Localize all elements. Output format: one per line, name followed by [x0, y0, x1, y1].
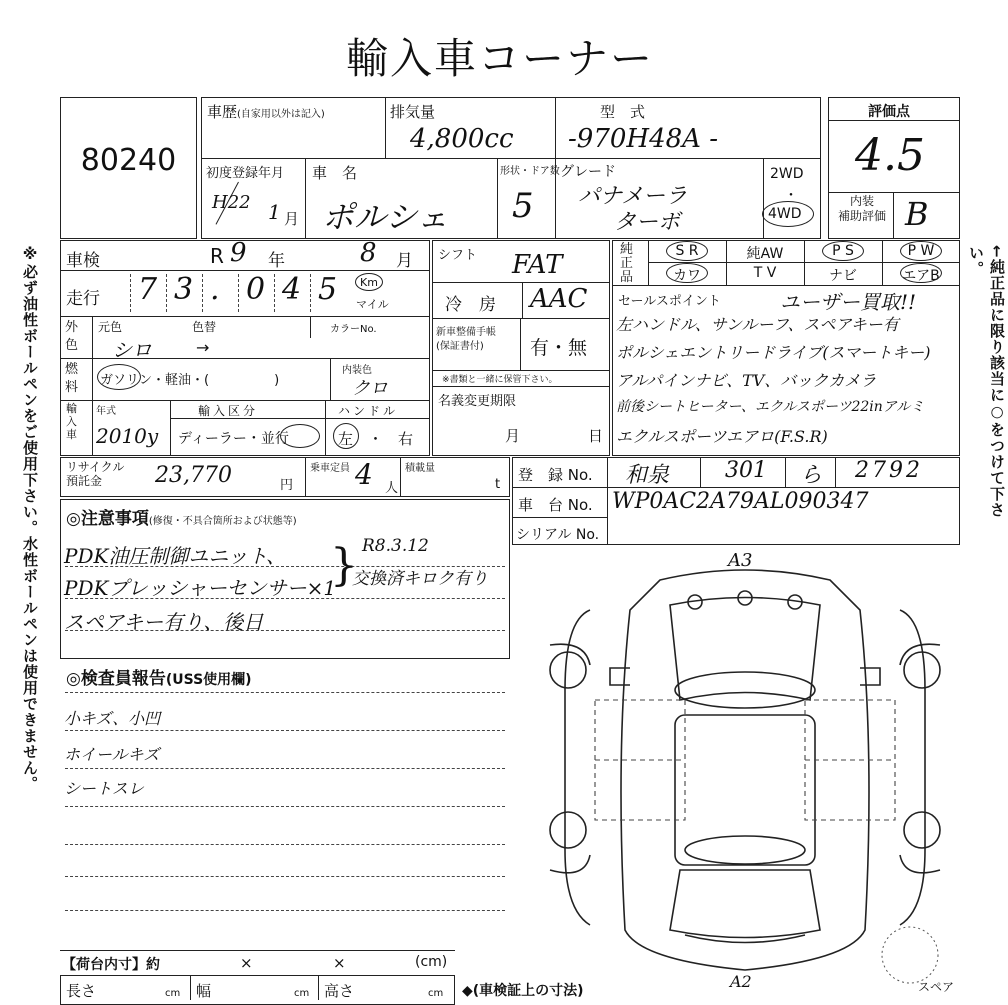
color-change-label: 色替 — [192, 320, 217, 334]
sales-point-title: ユーザー買取!! — [780, 290, 917, 314]
load-unit: t — [495, 477, 501, 492]
drive-2wd: 2WD — [770, 166, 804, 182]
capacity-value: 4 — [355, 458, 373, 491]
drive-dot: ・ — [784, 188, 798, 204]
drive-4wd: 4WD — [768, 206, 802, 222]
recycle-label: リサイクル 預託金 — [66, 460, 125, 488]
name-change-label: 名義変更期限 — [438, 394, 517, 409]
genuine-item: P W — [907, 243, 935, 259]
genuine-item: 純AW — [746, 246, 784, 262]
import-year-value: 2010y — [96, 424, 159, 448]
genuine-item: カワ — [673, 268, 701, 284]
cargo-cm: (cm) — [415, 954, 448, 970]
sales-point-line: エクルスポーツエアロ(F.S.R) — [616, 427, 828, 446]
score-value: 4.5 — [855, 130, 925, 181]
caution-line-2: PDKプレッシャーセンサー×1 — [64, 576, 337, 600]
caution-title: ◎注意事項(修復・不具合箇所および状態等) — [66, 509, 297, 529]
maintenance-label: 新車整備手帳 (保証書付) — [436, 327, 496, 352]
recycle-unit: 円 — [280, 478, 294, 493]
drive-4wd-circle — [762, 201, 814, 227]
grade-value-2: ターボ — [614, 210, 681, 235]
inspector-line-2: ホイールキズ — [64, 745, 160, 764]
cargo-title: 【荷台内寸】約 — [62, 957, 160, 973]
inspector-title: ◎検査員報告(USS使用欄) — [66, 669, 252, 689]
genuine-label: 純 正 品 — [620, 242, 634, 285]
genuine-circle — [900, 241, 942, 261]
left-side-note: ※必ず油性ボールペンをご使用下さい。水性ボールペンは使用できません。 — [21, 245, 39, 792]
fuel-value: ガソリン・軽油・( ) — [100, 373, 280, 388]
inspector-line-1: 小キズ、小凹 — [64, 709, 161, 728]
name-change-day: 日 — [588, 427, 604, 445]
mileage-label: 走行 — [66, 289, 100, 309]
registration-area: 和泉 — [625, 463, 670, 488]
model-code-value: -970H48A - — [568, 124, 718, 154]
doors-value: 5 — [512, 186, 534, 226]
cargo-height-label: 高さ — [324, 982, 355, 1000]
capacity-label: 乗車定員 — [310, 463, 350, 474]
genuine-circle — [666, 241, 708, 261]
sales-point-line: 左ハンドル、サンルーフ、スペアキー有 — [616, 315, 899, 334]
caution-side-2: 交換済キロク有り — [352, 569, 488, 589]
import-handle-value: 左 ・ 右 — [338, 430, 414, 448]
genuine-circle — [900, 263, 942, 283]
car-damage-diagram — [530, 550, 970, 990]
displacement-label: 排気量 — [390, 103, 436, 121]
genuine-item: T V — [753, 265, 777, 281]
capacity-unit: 人 — [385, 481, 399, 496]
aircon-value: AAC — [530, 284, 588, 314]
import-handle-label: ハンドル — [338, 404, 399, 418]
interior-score-label: 内装 補助評価 — [837, 194, 886, 223]
fuel-gasoline-circle — [97, 364, 141, 390]
shaken-label: 車検 — [66, 251, 100, 271]
interior-score-value: B — [905, 195, 929, 233]
lot-number: 80240 — [80, 143, 177, 178]
grade-label: グレード — [560, 164, 616, 180]
shaken-year-unit: 年 — [268, 251, 285, 271]
car-name-label: 車 名 — [312, 164, 358, 182]
shaken-month-unit: 月 — [396, 251, 413, 271]
sales-point-line: アルパインナビ、TV、バックカメラ — [616, 371, 877, 390]
import-label: 輸 入 車 — [66, 402, 77, 441]
color-orig-label: 元色 — [98, 320, 123, 334]
right-side-note: ←純正品に限り該当に○をつけて下さい。 — [967, 245, 1006, 518]
mileage-km-circle — [355, 273, 383, 291]
diagram-label-a2: A2 — [730, 972, 752, 991]
cargo-x1: × — [240, 954, 253, 972]
genuine-item: ナビ — [829, 268, 857, 284]
shift-value: FAT — [512, 250, 563, 280]
mileage-digit: 4 — [282, 272, 302, 307]
caution-side-1: R8.3.12 — [362, 536, 429, 556]
color-code-label: カラーNo. — [330, 324, 377, 335]
score-label: 評価点 — [868, 104, 910, 120]
cargo-dims-box — [60, 975, 455, 1005]
cargo-width-label: 幅 — [196, 982, 212, 1000]
chassis-value: WP0AC2A79AL090347 — [612, 489, 869, 514]
shaken-month: 8 — [360, 238, 377, 268]
registration-kana: ら — [800, 463, 823, 488]
load-label: 積載量 — [405, 463, 435, 474]
recycle-value: 23,770 — [155, 463, 232, 488]
registration-number: 2792 — [855, 458, 923, 483]
registration-label: 登 録 No. — [518, 466, 593, 484]
page-title: 輸入車コーナー — [345, 34, 654, 83]
import-year-label: 年式 — [96, 406, 116, 417]
shift-label: シフト — [438, 248, 478, 263]
mileage-unit-mile: マイル — [356, 298, 389, 311]
caution-line-1: PDK油圧制御ユニット、 — [64, 544, 286, 568]
name-change-month: 月 — [505, 427, 521, 445]
car-name-value: ポルシェ — [322, 198, 449, 236]
cargo-note: ◆(車検証上の寸法) — [462, 983, 584, 999]
maintenance-note: ※書類と一緒に保管下さい。 — [442, 375, 558, 385]
shaken-era: R — [210, 244, 224, 268]
first-reg-month: 1 — [268, 200, 281, 224]
shaken-year: 9 — [230, 238, 247, 268]
mileage-digit: 3 — [174, 272, 194, 307]
cargo-length-label: 長さ — [66, 982, 97, 1000]
cargo-height-unit: cm — [428, 988, 444, 999]
serial-label: シリアル No. — [516, 527, 600, 543]
color-value: シロ — [112, 338, 152, 362]
doors-label: 形状・ドア数 — [500, 166, 560, 177]
color-arrow: → — [196, 338, 210, 357]
history-label: 車歴(自家用以外は記入) — [207, 103, 325, 121]
chassis-label: 車 台 No. — [518, 496, 593, 514]
genuine-item: P S — [832, 243, 854, 259]
genuine-circle — [822, 241, 864, 261]
interior-color-value: クロ — [352, 378, 388, 399]
import-kubun-label: 輸入区分 — [198, 404, 259, 418]
caution-line-3: スペアキー有り、後日 — [64, 610, 264, 634]
first-reg-era: H22 — [212, 192, 251, 213]
mileage-digit: 0 — [246, 272, 266, 307]
cargo-length-unit: cm — [165, 988, 181, 999]
genuine-item: エアB — [902, 268, 940, 284]
interior-color-label: 内装色 — [342, 365, 372, 376]
mileage-digit: . — [210, 272, 220, 307]
genuine-circle — [666, 263, 708, 283]
mileage-unit-km: Km — [360, 276, 378, 289]
mileage-digit: 5 — [318, 272, 338, 307]
cargo-x2: × — [333, 954, 346, 972]
color-label: 外 色 — [65, 320, 79, 353]
handle-left-circle — [333, 423, 359, 449]
first-reg-month-unit: 月 — [284, 210, 300, 228]
first-reg-label: 初度登録年月 — [206, 166, 285, 181]
genuine-item: S R — [675, 243, 699, 259]
fuel-label: 燃 料 — [65, 362, 79, 395]
inspector-line-3: シートスレ — [64, 779, 144, 798]
diagram-spare-label: スペア — [918, 980, 955, 994]
registration-class: 301 — [725, 458, 767, 483]
aircon-label: 冷 房 — [445, 295, 496, 315]
sales-point-line: ポルシェエントリードライブ(スマートキー) — [616, 343, 931, 362]
caution-brace: } — [330, 540, 358, 591]
diagram-label-a3: A3 — [728, 550, 753, 571]
displacement-value: 4,800cc — [410, 124, 514, 154]
maintenance-value: 有・無 — [530, 337, 588, 359]
sales-point-line: 前後シートヒーター、エクルスポーツ22inアルミ — [616, 399, 925, 415]
grade-value-1: パナメーラ — [578, 184, 688, 209]
import-kubun-value: ディーラー・並行 — [178, 431, 289, 447]
cargo-width-unit: cm — [294, 988, 310, 999]
mileage-digit: 7 — [138, 272, 158, 307]
sales-point-label: セールスポイント — [618, 294, 721, 309]
import-kubun-circle — [280, 424, 320, 448]
model-code-label: 型 式 — [600, 103, 646, 121]
